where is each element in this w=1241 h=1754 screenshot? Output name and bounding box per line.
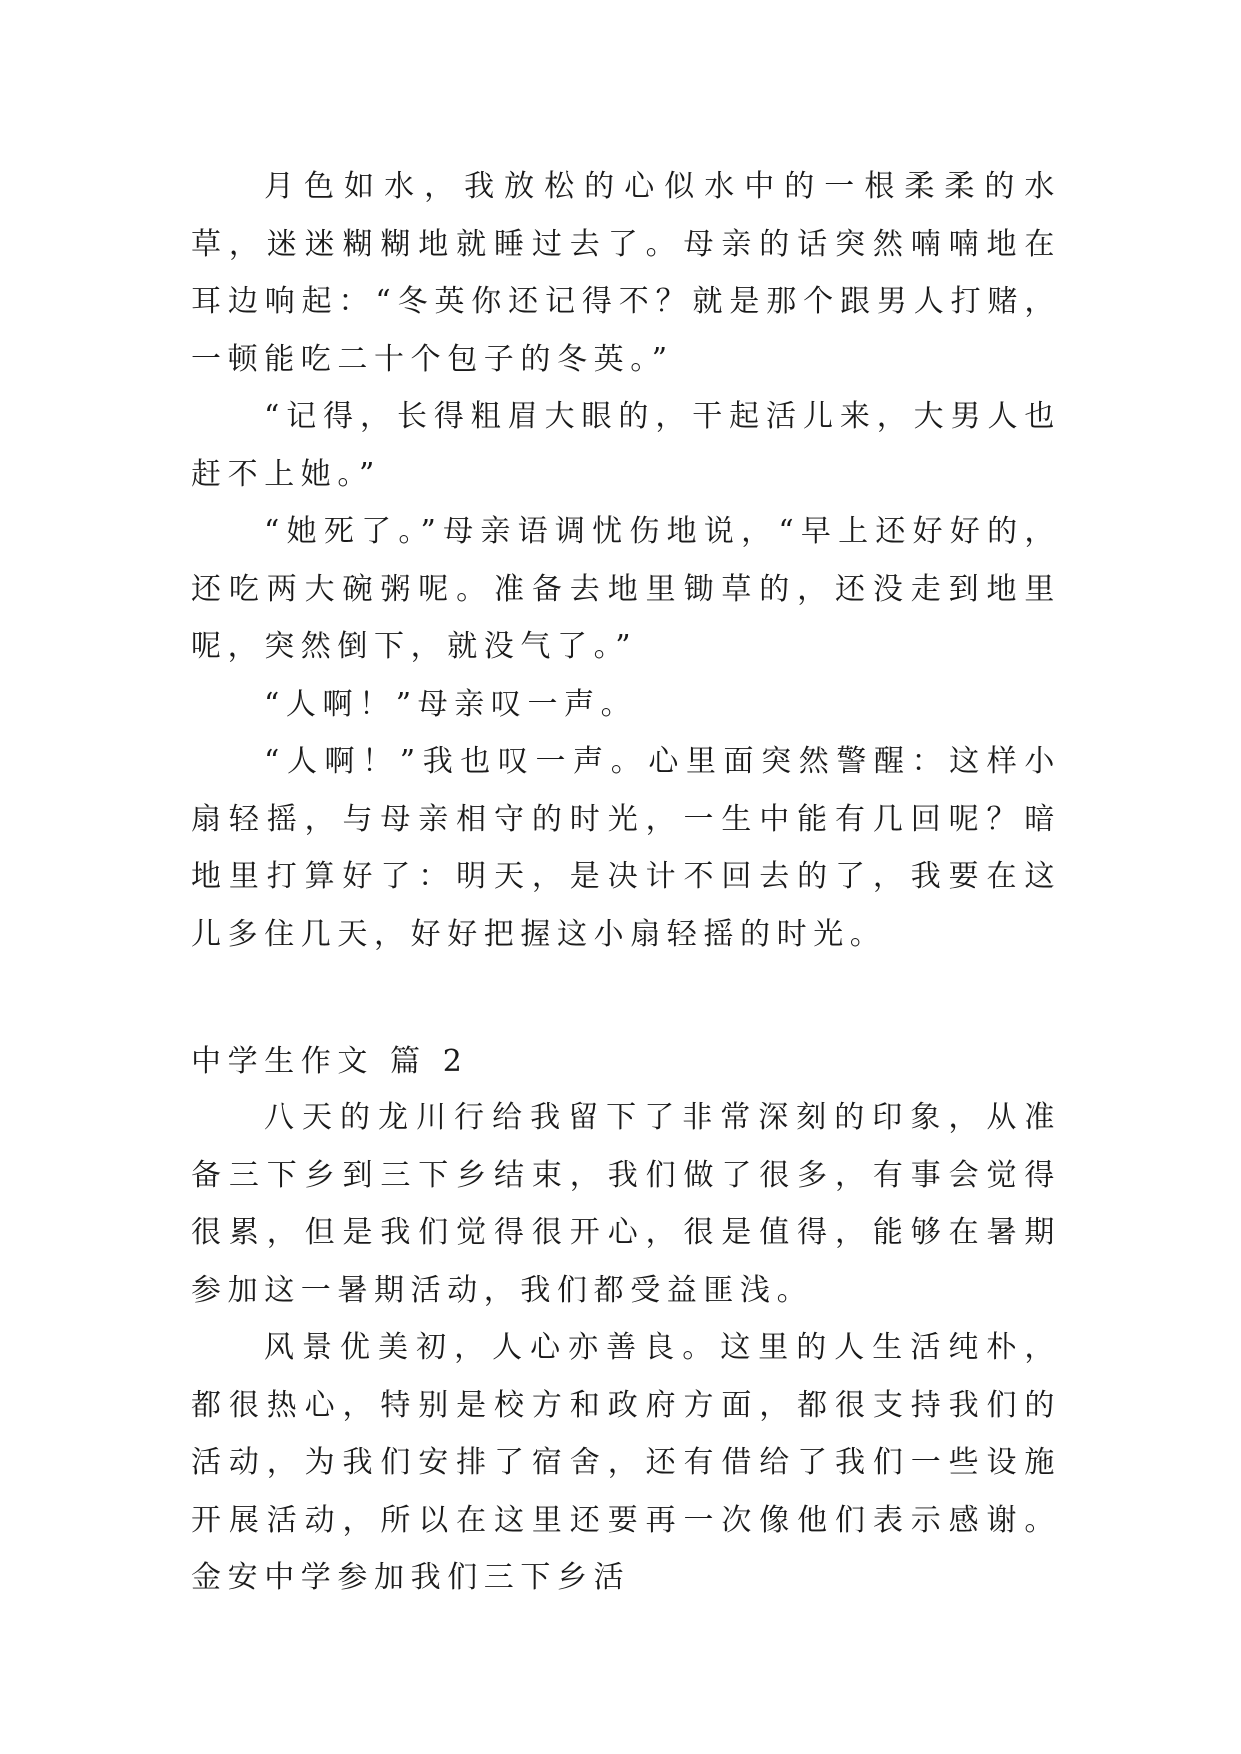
section-number: 篇 2 <box>390 1044 469 1079</box>
section-title-text: 中学生作文 <box>191 1044 374 1079</box>
paragraph: 风景优美初，人心亦善良。这里的人生活纯朴，都很热心，特别是校方和政府方面，都很支持我们的活动，为我们安排了宿舍，还有借给了我们一些设施开展活动，所以在这里还要再一次像他们表示感谢。金安中学参加我们三下乡活 <box>191 1330 1061 1595</box>
paragraph: “记得，长得粗眉大眼的，干起活儿来，大男人也赶不上她。” <box>191 399 1061 492</box>
essay-2-body <box>191 1089 1061 1607</box>
section-title <box>191 1033 1061 1091</box>
paragraph: “人啊！”我也叹一声。心里面突然警醒：这样小扇轻摇，与母亲相守的时光，一生中能有几回呢？暗地里打算好了：明天，是决计不回去的了，我要在这儿多住几天，好好把握这小扇轻摇的时光。 <box>191 744 1061 952</box>
paragraph: “她死了。”母亲语调忧伤地说，“早上还好好的，还吃两大碗粥呢。准备去地里锄草的，还没走到地里呢，突然倒下，就没气了。” <box>191 514 1061 664</box>
essay-2-heading <box>191 1033 1061 1091</box>
paragraph: 月色如水，我放松的心似水中的一根柔柔的水草，迷迷糊糊地就睡过去了。母亲的话突然喃喃地在耳边响起：“冬英你还记得不？就是那个跟男人打赌，一顿能吃二十个包子的冬英。” <box>191 169 1061 377</box>
paragraph: “人啊！”母亲叹一声。 <box>264 686 638 722</box>
paragraph: 八天的龙川行给我留下了非常深刻的印象，从准备三下乡到三下乡结束，我们做了很多，有事会觉得很累，但是我们觉得很开心，很是值得，能够在暑期参加这一暑期活动，我们都受益匪浅。 <box>191 1100 1061 1308</box>
essay-1-body <box>191 158 1061 963</box>
